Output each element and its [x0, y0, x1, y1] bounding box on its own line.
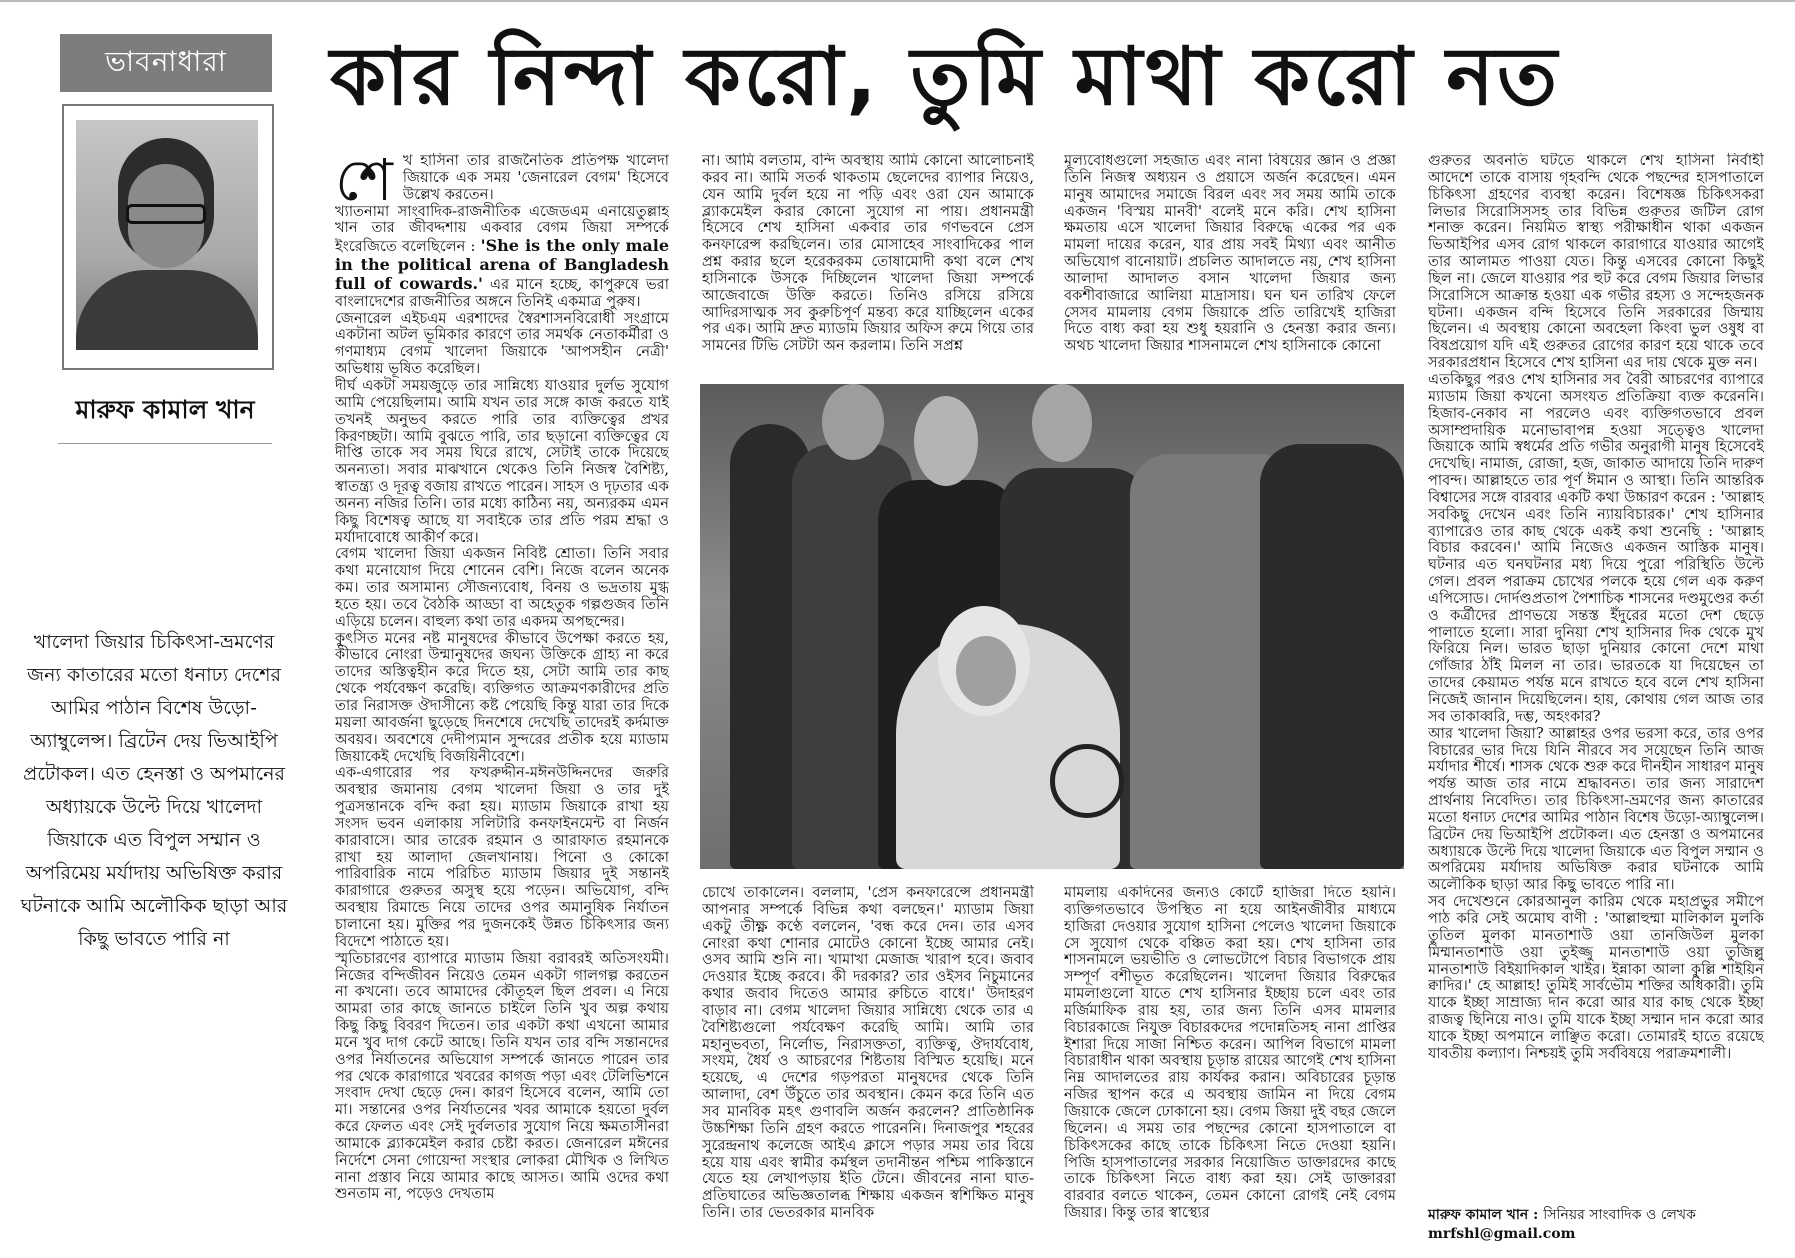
pull-quote: খালেদা জিয়ার চিকিৎসা-ভ্রমণের জন্য কাতারের মতো ধনাঢ্য দেশের আমির পাঠান বিশেষ উড়ো-অ্যাম্বুলেন্স। ব্রিটেন দেয় ভিআইপি প্রটোকল। এত হেনস্তা ও অপমানের অধ্যায়কে উল্টে দিয়ে খালেদা জিয়াকে এত বিপুল সম্মান ও অপরিমেয় মর্যাদায় অভিষিক্ত করার ঘটনাকে আমি অলৌকিক ছাড়া আর কিছু ভাবতে পারি না — [20, 631, 288, 950]
top-rule — [0, 0, 1795, 2]
author-photo-frame — [62, 104, 274, 370]
author-email: mrfshl@gmail.com — [1428, 1226, 1576, 1242]
paragraph: দীর্ঘ একটা সময়জুড়ে তার সান্নিধ্যে যাওয়ার দুর্লভ সুযোগ আমি পেয়েছিলাম। আমি যখন তার সঙ্গে কাজ করতে যাই তখনই অনুভব করতে পারি তার ব্যক্তিত্বের প্রখর কিরণচ্ছটা। আমি বুঝতে পারি, তার ছড়ানো ব্যক্তিত্বের যে দীপ্তি তাকে সব সময় ঘিরে রাখে, সেটাই তাকে দিয়েছে অনন্যতা। সবার মাঝখানে থেকেও তিনি নিজস্ব বৈশিষ্ট্য, স্বাতন্ত্র্য ও দূরত্ব বজায় রাখতে পারেন। সাহস ও দৃঢ়তার এক অনন্য নজির তিনি। তার মধ্যে কাঠিন্য নয়, অন্যরকম এমন কিছু বিশেষত্ব আছে যা সবাইকে তার প্রতি পরম শ্রদ্ধা ও মর্যাদাবোধে আকীর্ণ করে। — [335, 376, 669, 546]
author-signoff: মারুফ কামাল খান : সিনিয়র সাংবাদিক ও লেখক — [1428, 1207, 1696, 1223]
article-column-3-bottom: মামলায় একদিনের জন্যও কোর্টে হাজিরা দিতে হয়নি। ব্যক্তিগতভাবে উপস্থিত না হয়ে আইনজীবীর মাধ্যমে হাজিরা দেওয়ার সুযোগ হাসিনা পেলেও খালেদা জিয়াকে সে সুযোগ থেকে বঞ্চিত করা হয়। শেখ হাসিনা তার শাসনামলে ভয়ভীতি ও লোভটোপে বিচার বিভাগকে প্রায় সম্পূর্ণ বশীভূত করেছিলেন। খালেদা জিয়ার বিরুদ্ধের মামলাগুলো যাতে শেখ হাসিনার ইচ্ছায় চলে এবং তার মর্জিমাফিক রায় হয়, তার জন্য তিনি এসব মামলার বিচারকাজে নিযুক্ত বিচারকদের পদোন্নতিসহ নানা প্রাপ্তির ইশারা দিয়ে সাজা নিশ্চিত করেন। আপিল বিভাগে মামলা বিচারাধীন থাকা অবস্থায় চূড়ান্ত রায়ের আগেই শেখ হাসিনা নিম্ন আদালতের রায় কার্যকর করান। অবিচারের চূড়ান্ত নজির স্থাপন করে এ অবস্থায় জামিন না দিয়ে বেগম জিয়াকে জেলে ঢোকানো হয়। বেগম জিয়া দুই বছর জেলে ছিলেন। এ সময় তার পছন্দের কোনো হাসপাতালে বা চিকিৎসকের কাছে তাকে চিকিৎসা নিতে দেওয়া হয়নি। পিজি হাসপাতালের সরকার নিয়োজিত ডাক্তারদের কাছে তাকে চিকিৎসা নিতে বাধ্য করা হয়। সেই ডাক্তাররা বারবার বলতে থাকেন, তেমন কোনো রোগই নেই বেগম জিয়ার। কিন্তু তার স্বাস্থ্যের — [1064, 885, 1396, 1222]
author-photo — [76, 120, 258, 350]
paragraph: স্মৃতিচারণের ব্যাপারে ম্যাডাম জিয়া বরাবরই অতিসংযমী। নিজের বন্দিজীবন নিয়েও তেমন একটা গালগল্প করতেন না কখনো। তবে আমাদের কৌতূহল ছিল প্রবল। এ নিয়ে আমরা তার কাছে জানতে চাইলে তিনি খুব অল্প কথায় কিছু কিছু বিবরণ দিতেন। তার একটা কথা এখনো আমার মনে খুব দাগ কেটে আছে। তিনি যখন তার বন্দি সন্তানদের ওপর নির্যাতনের অভিযোগ সম্পর্কে জানতে পারেন তার পর থেকে কারাগারে খবরের কাগজ পড়া এবং টেলিভিশনে সংবাদ দেখা ছেড়ে দেন। কারণ হিসেবে বলেন, আমি তো মা। সন্তানের ওপর নির্যাতনের খবর আমাকে হয়তো দুর্বল করে ফেলত এবং সেই দুর্বলতার সুযোগ নিয়ে ক্ষমতাসীনরা আমাকে ব্ল্যাকমেইল করার চেষ্টা করত। জেনারেল মঈনের নির্দেশে সেনা গোয়েন্দা সংস্থার লোকরা মৌখিক ও লিখিত নানা প্রস্তাব নিয়ে আমার কাছে আসত। আমি ওদের কথা শুনতাম না, পড়েও দেখতাম — [335, 949, 669, 1203]
paragraph: বেগম খালেদা জিয়া একজন নিবিষ্ট শ্রোতা। তিনি সবার কথা মনোযোগ দিয়ে শোনেন বেশি। নিজে বলেন অনেক কম। তার অসামান্য সৌজন্যবোধ, বিনয় ও ভদ্রতায় মুগ্ধ হতে হয়। তবে বৈঠকি আড্ডা বা অহেতুক গল্পগুজব তিনি এড়িয়ে চলেন। বাহুল্য কথা তার একদম অপছন্দের। — [335, 545, 669, 630]
news-photo — [700, 384, 1404, 869]
author-name: মারুফ কামাল খান — [58, 390, 272, 444]
paragraph: এক-এগারোর পর ফখরুদ্দীন-মঈনউদ্দিনদের জরুরি অবস্থার জমানায় বেগম খালেদা জিয়া ও তার দুই পুত্রসন্তানকে বন্দি করা হয়। ম্যাডাম জিয়াকে রাখা হয় সংসদ ভবন এলাকায় সলিটারি কনফাইনমেন্ট বা নির্জন কারাবাসে। আর তারেক রহমান ও আরাফাত রহমানকে রাখা হয় আলাদা জেলখানায়। পিনো ও কোকো পারিবারিক নামে পরিচিত ম্যাডাম জিয়ার দুই সন্তানই কারাগারে গুরুতর অসুস্থ হয়ে পড়েন। অভিযোগ, বন্দি অবস্থায় রিমান্ডে নিয়ে তাদের ওপর অমানুষিক নির্যাতন চালানো হয়। মুক্তির পর দুজনকেই উন্নত চিকিৎসার জন্য বিদেশে পাঠাতে হয়। — [335, 764, 669, 950]
paragraph: আর খালেদা জিয়া? আল্লাহর ওপর ভরসা করে, তার ওপর বিচারের ভার দিয়ে যিনি নীরবে সব সয়েছেন তিনি আজ মর্যাদার শীর্ষে। শাসক থেকে শুরু করে দীনহীন সাধারণ মানুষ পর্যন্ত আজ তার নামে শ্রদ্ধাবনত। তার জন্য সারাদেশ প্রার্থনায় নিবেদিত। তার চিকিৎসা-ভ্রমণের জন্য কাতারের মতো ধনাঢ্য দেশের আমির পাঠান বিশেষ উড়ো-অ্যাম্বুলেন্স। ব্রিটেন দেয় ভিআইপি প্রটোকল। এত হেনস্তা ও অপমানের অধ্যায়কে উল্টে দিয়ে খালেদা জিয়াকে এত বিপুল সম্মান ও অপরিমেয় মর্যাদায় অভিষিক্ত করার ঘটনাকে আমি অলৌকিক ছাড়া আর কিছু ভাবতে পারি না। — [1428, 724, 1764, 894]
section-tag: ভাবনাধারা — [60, 34, 272, 92]
article-column-2-bottom: চোখে তাকালেন। বললাম, 'প্রেস কনফারেন্সে প্রধানমন্ত্রী আপনার সম্পর্কে বিভিন্ন কথা বলছেন।' ম্যাডাম জিয়া একটু তীক্ষ্ণ কণ্ঠে বললেন, 'বন্ধ করে দেন। তার এসব নোংরা কথা শোনার মোটেও কোনো ইচ্ছে আমার নেই। ওসব আমি শুনি না। খামাখা মেজাজ খারাপ হবে। জবাব দেওয়ার ইচ্ছে করবে। কী দরকার? তার ওইসব নিচুমানের কথার জবাব দিতেও আমার রুচিতে বাধে।' উদাহরণ বাড়াব না। বেগম খালেদা জিয়ার সান্নিধ্যে থেকে তার এ বৈশিষ্ট্যগুলো পর্যবেক্ষণ করেছি আমি। আমি তার মহানুভবতা, নির্লোভ, নিরাসক্ততা, ব্যক্তিত্ব, ঔদার্যবোধ, সংযম, ধৈর্য ও আচরণের শিষ্টতায় বিস্মিত হয়েছি। মনে হয়েছে, এ দেশের গড়পরতা মানুষদের থেকে তিনি আলাদা, বেশ উঁচুতে তার অবস্থান। কেমন করে তিনি এত সব মানবিক মহৎ গুণাবলি অর্জন করলেন? প্রাতিষ্ঠানিক উচ্চশিক্ষা তিনি গ্রহণ করতে পারেননি। দিনাজপুর শহরের সুরেন্দ্রনাথ কলেজে আইএ ক্লাসে পড়ার সময় তার বিয়ে হয়ে যায় এবং স্বামীর কর্মস্থল তদানীন্তন পশ্চিম পাকিস্তানে যেতে হয় লেখাপড়ায় ইতি টেনে। জীবনের নানা ঘাত-প্রতিঘাতের অভিজ্ঞতালব্ধ শিক্ষায় একজন স্বশিক্ষিত মানুষ তিনি। তার ভেতরকার মানবিক — [702, 885, 1034, 1222]
article-column-3-top: মূল্যবোধগুলো সহজাত এবং নানা বিষয়ের জ্ঞান ও প্রজ্ঞা তিনি নিজস্ব অধ্যয়ন ও প্রয়াসে অর্জন করেছেন। এমন মানুষ আমাদের সমাজে বিরল এবং সব সময় আমি তাকে একজন 'বিস্ময় মানবী' বলেই মনে করি। শেখ হাসিনা ক্ষমতায় এসে খালেদা জিয়ার বিরুদ্ধে একের পর এক মামলা দায়ের করেন, যার প্রায় সবই মিথ্যা এবং আনীত অভিযোগ বানোয়াট। প্রচলিত আদালতে নয়, শেখ হাসিনা আলাদা আদালত বসান খালেদা জিয়ার জন্য বকশীবাজারে আলিয়া মাদ্রাসায়। ঘন ঘন তারিখ ফেলে সেসব মামলায় বেগম জিয়াকে প্রতি তারিখেই হাজিরা দিতে বাধ্য করা হয় শুধু হয়রানি ও হেনস্তা করার জন্য। অথচ খালেদা জিয়ার শাসনামলে শেখ হাসিনাকে কোনো — [1064, 153, 1396, 355]
first-paragraph-text: খ হাসিনা তার রাজনৈতিক প্রতিপক্ষ খালেদা জিয়াকে এক সময় 'জেনারেল বেগম' হিসেবে উল্লেখ করতেন। — [402, 153, 669, 203]
intro-paragraph: খ্যাতনামা সাংবাদিক-রাজনীতিক এজেডএম এনায়েতুল্লাহ খান তার জীবদ্দশায় একবার বেগম জিয়া সম্পর্কে ইংরেজিতে বলেছিলেন : 'She is the only male in the political arena of Bangladesh full of cowards.' এর মানে হচ্ছে, কাপুরুষে ভরা বাংলাদেশের রাজনীতির অঙ্গনে তিনিই একমাত্র পুরুষ। — [335, 202, 669, 310]
drop-cap: শে — [335, 153, 393, 214]
headline: কার নিন্দা করো, তুমি মাথা করো নত — [330, 30, 1561, 123]
paragraph: গুরুতর অবনতি ঘটতে থাকলে শেখ হাসিনা নির্বাহী আদেশে তাকে বাসায় গৃহবন্দি থেকে পছন্দের হাসপাতালে চিকিৎসা গ্রহণের ব্যবস্থা করেন। বিশেষজ্ঞ চিকিৎসকরা লিভার সিরোসিসসহ তার বিভিন্ন গুরুতর জটিল রোগ শনাক্ত করেন। নিয়মিত স্বাস্থ্য পরীক্ষাধীন থাকা একজন ভিআইপির এসব রোগ থাকলে কারাগারে যাওয়ার আগেই তার আলামত পাওয়া যেত। কিন্তু এসবের কোনো কিছুই ছিল না। জেলে যাওয়ার পর হুট করে বেগম জিয়ার লিভার সিরোসিসে আক্রান্ত হওয়া এক গভীর রহস্য ও সন্দেহজনক ঘটনা। একজন বন্দি হিসেবে তিনি সরকারের জিম্মায় ছিলেন। এ অবস্থায় কোনো অবহেলা কিংবা ভুল ওষুধ বা বিষপ্রয়োগ যদি এই গুরুতর রোগের কারণ হয়ে থাকে তবে সরকারপ্রধান হিসেবে শেখ হাসিনা এর দায় থেকে মুক্ত নন। — [1428, 153, 1764, 372]
article-column-2-top: না। আমি বলতাম, বন্দি অবস্থায় আমি কোনো আলোচনাই করব না। আমি সতর্ক থাকতাম ছেলেদের ব্যাপার নিয়েও, যেন আমি দুর্বল হয়ে না পড়ি এবং ওরা যেন আমাকে ব্ল্যাকমেইল করার কোনো সুযোগ না পায়। প্রধানমন্ত্রী হিসেবে শেখ হাসিনা একবার তার গণভবনে প্রেস কনফারেন্স করছিলেন। তার মোসাহেব সাংবাদিকের পাল প্রশ্ন করার ছলে হরেকরকম তোষামোদী কথা বলে শেখ হাসিনাকে উসকে দিচ্ছিলেন খালেদা জিয়া সম্পর্কে আজেবাজে উক্তি করতে। তিনিও রসিয়ে রসিয়ে আদিরসাত্মক সব কুরুচিপূর্ণ মন্তব্য করে যাচ্ছিলেন একের পর এক। আমি দ্রুত ম্যাডাম জিয়ার অফিস রুমে গিয়ে তার সামনের টিভি সেটটা অন করলাম। তিনি সপ্রশ্ন — [702, 153, 1034, 355]
paragraph: কুৎসিত মনের নষ্ট মানুষদের কীভাবে উপেক্ষা করতে হয়, কীভাবে নোংরা উন্মানুষদের জঘন্য উক্তিকে গ্রাহ্য না করে তাদের অস্তিত্বহীন করে দিতে হয়, সেটা আমি তার কাছ থেকে পর্যবেক্ষণ করেছি। ব্যক্তিগত আক্রমণকারীদের প্রতি তার নিরাসক্ত ঔদাসীন্যে কষ্ট পেয়েছি কিন্তু যারা তার দিকে ময়লা আবর্জনা ছুড়েছে দিনশেষে দেখেছি তাদেরই কর্দমাক্ত অবয়ব। অবশেষে দেদীপ্যমান সুন্দরের প্রতীক হয়ে ম্যাডাম জিয়াকেই দেখেছি বিজয়িনীবেশে। — [335, 629, 669, 765]
article-column-1 — [335, 153, 669, 1243]
paragraph: এতকিছুর পরও শেখ হাসিনার সব বৈরী আচরণের ব্যাপারে ম্যাডাম জিয়া কখনো অসংযত প্রতিক্রিয়া ব্যক্ত করেননি। হিজাব-নেকাব না পরলেও এবং ব্যক্তিগতভাবে প্রবল অসাম্প্রদায়িক মনোভাবাপন্ন হওয়া সত্ত্বেও খালেদা জিয়াকে আমি স্বধর্মের প্রতি গভীর অনুরাগী মানুষ হিসেবেই দেখেছি। নামাজ, রোজা, হজ, জাকাত আদায়ে তিনি দারুণ পাবন্দ। আল্লাহতে তার পূর্ণ ঈমান ও আস্থা। তিনি আন্তরিক বিশ্বাসের সঙ্গে বারবার একটি কথা উচ্চারণ করেন : 'আল্লাহ সবকিছু দেখেন এবং তিনি ন্যায়বিচারক।' শেখ হাসিনার ব্যাপারেও তার কাছ থেকে একই কথা শুনেছি : 'আল্লাহ বিচার করবেন।' আমি নিজেও একজন আস্তিক মানুষ। ঘটনার এত ঘনঘটনার মধ্য দিয়ে পুরো পরিস্থিতি উল্টে গেল। প্রবল পরাক্রম চোখের পলকে হয়ে গেল এক করুণ এপিসোড। দোর্দণ্ডপ্রতাপ পৈশাচিক শাসনের দণ্ডমুণ্ডের কর্তা ও কর্ত্রীদের প্রাণভয়ে সন্তস্ত ইঁদুরের মতো দেশ ছেড়ে পালাতে হলো। সারা দুনিয়া শেখ হাসিনার দিক থেকে মুখ ফিরিয়ে নিল। ভারত ছাড়া দুনিয়ার কোনো দেশে মাথা গোঁজার ঠাঁই মিলল না তার। ভারতকে যা দিয়েছেন তা তাদের কেয়ামত পর্যন্ত মনে রাখতে হবে বলে শেখ হাসিনা নিজেই জানান দিয়েছিলেন। হায়, কোথায় গেল আজ তার সব তাকাব্বরি, দম্ভ, অহংকার? — [1428, 370, 1764, 725]
first-paragraph — [335, 153, 669, 214]
author-role: সিনিয়র সাংবাদিক ও লেখক — [1543, 1207, 1696, 1223]
paragraph: সব দেখেশুনে কোরআনুল কারিম থেকে মহাপ্রভুর সমীপে পাঠ করি সেই অমোঘ বাণী : 'আল্লাহুম্মা মালিকাল মুলকি তুতিল মুলকা মানতাশাউ ওয়া তানজিউল মুলকা মিম্মানতাশাউ ওয়া তুইজ্জু মানতাশাউ ওয়া তুজিল্লু মানতাশাউ বিইয়াদিকাল খাইর। ইন্নাকা আলা কুল্লি শাইয়িন ক্বাদির।' হে আল্লাহ! তুমিই সার্বভৌম শক্তির অধিকারী। তুমি যাকে ইচ্ছা সাম্রাজ্য দান করো আর যার কাছ থেকে ইচ্ছা রাজত্ব ছিনিয়ে নাও। তুমি যাকে ইচ্ছা সম্মান দান করো আর যাকে ইচ্ছা অপমানে লাঞ্ছিত করো। তোমারই হাতে রয়েছে যাবতীয় কল্যাণ। নিশ্চয়ই তুমি সর্ববিষয়ে পরাক্রমশালী। — [1428, 893, 1764, 1062]
article-column-4 — [1428, 153, 1764, 1201]
paragraph: জেনারেল এইচএম এরশাদের স্বৈরশাসনবিরোধী সংগ্রামে একটানা অটল ভূমিকার কারণে তার সমর্থক নেতাকর্মীরা ও গণমাধ্যম বেগম খালেদা জিয়াকে 'আপসহীন নেত্রী' অভিধায় ভূষিত করেছিল। — [335, 309, 669, 378]
english-quote: 'She is the only male in the political arena of Bangladesh full of cowards.' — [335, 236, 669, 293]
